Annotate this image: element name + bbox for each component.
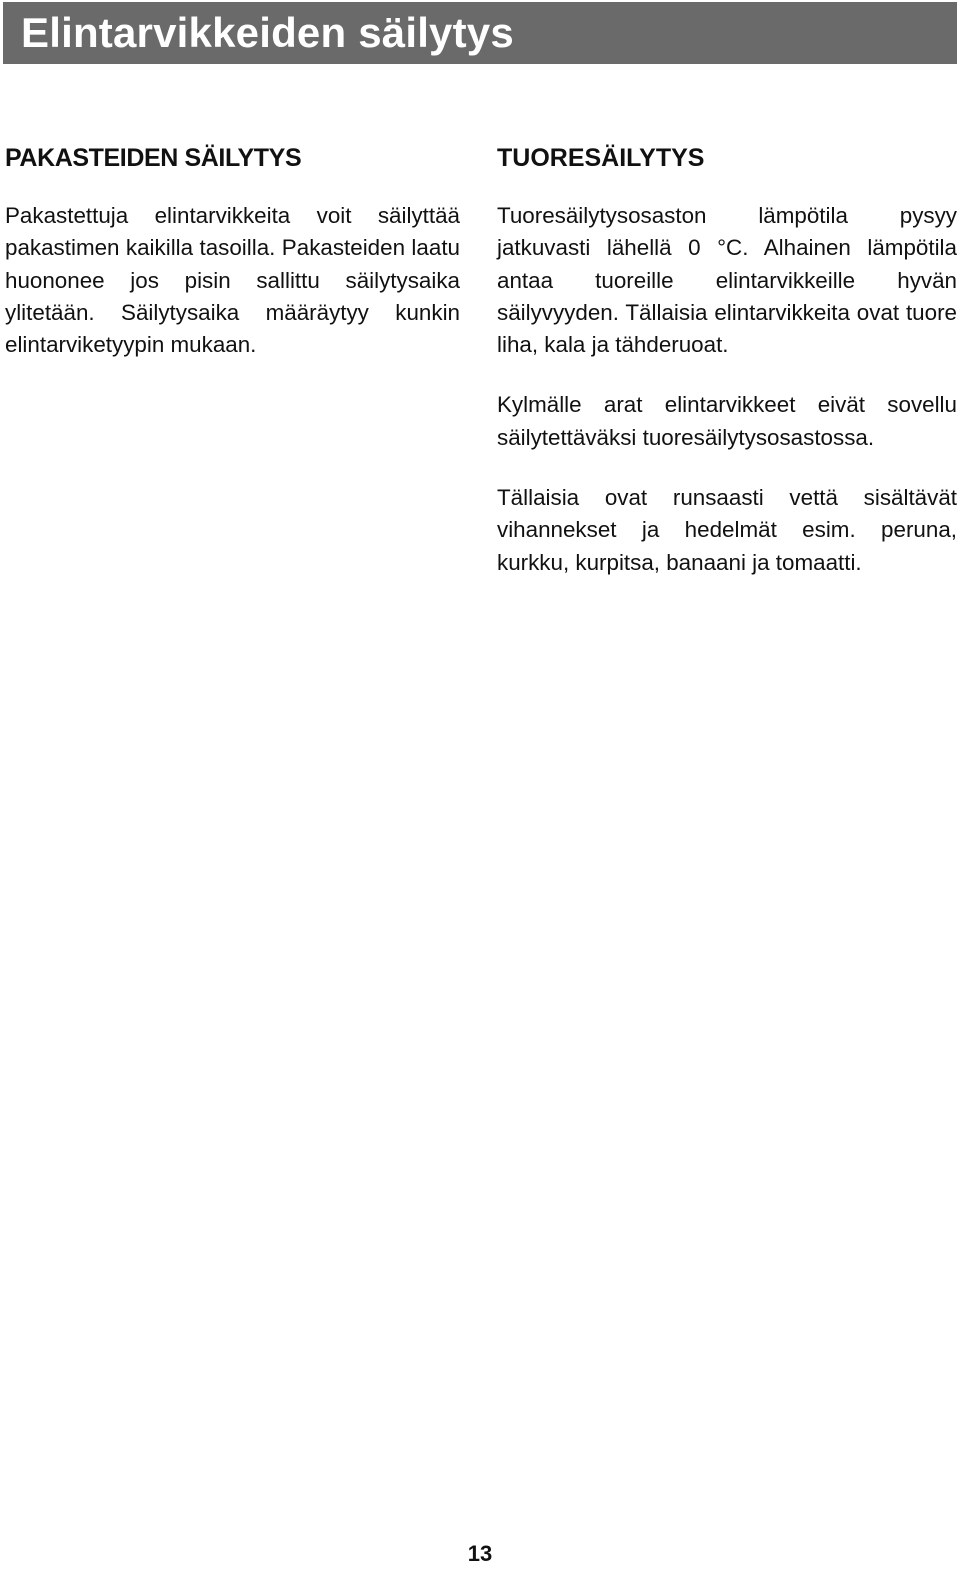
fresh-storage-paragraph-3: Tällaisia ovat runsaasti vettä sisältävät vihannekset ja hedelmät esim. peruna, kurkku, kurpitsa, banaani ja tomaatti. [497, 485, 957, 575]
title-bar [3, 2, 957, 64]
fresh-storage-paragraph-1: Tuoresäilytysosaston lämpötila pysyy jatkuvasti lähellä 0 °C. Alhainen lämpötila antaa tuoreille elintarvikkeille hyvän säilyvyyden. Tällaisia elintarvikkeita ovat tuore liha, kala ja tähderuoat. [497, 203, 957, 358]
fresh-storage-heading: TUORESÄILYTYS [497, 144, 705, 172]
frozen-storage-section [5, 142, 460, 389]
frozen-storage-heading: PAKASTEIDEN SÄILYTYS [5, 144, 302, 172]
page-title: Elintarvikkeiden säilytys [21, 9, 514, 56]
fresh-storage-paragraph-2: Kylmälle arat elintarvikkeet eivät sovellu säilytettäväksi tuoresäilytysosastossa. [497, 392, 957, 450]
page-number: 13 [467, 1541, 493, 1566]
frozen-storage-paragraph: Pakastettuja elintarvikkeita voit säilyttää pakastimen kaikilla tasoilla. Pakasteiden laatu huononee jos pisin sallittu säilytysaika ylitetään. Säilytysaika määräytyy kunkin elintarviketyypin mukaan. [5, 203, 460, 358]
fresh-storage-section [497, 142, 957, 607]
